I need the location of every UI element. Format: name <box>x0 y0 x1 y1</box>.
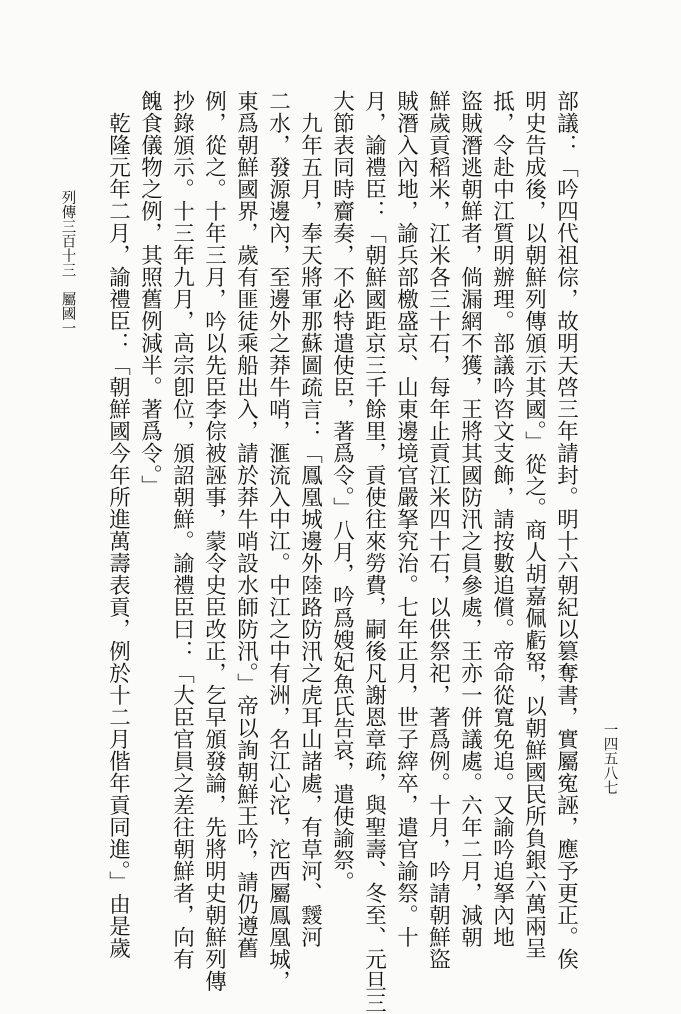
text-column: 盜賊潛逃朝鮮者，倘漏網不獲，王將其國防汛之員參處，王亦一併議處。六年二月，減朝 <box>457 90 483 948</box>
text-column: 九年五月，奉天將軍那蘇圖疏言：「鳳凰城邊外陸路防汛之虎耳山諸處，有草河、靉河 <box>297 112 323 948</box>
running-title: 列傳三百十三 屬國一 <box>59 190 76 335</box>
text-column: 餽食儀物之例，其照舊例減半。著爲令。」 <box>137 90 163 498</box>
text-column: 東爲朝鮮國界，歲有匪徒乘船出入，請於莽牛哨設水師防汛。」帝以詢朝鮮王吟，請仍遵舊 <box>233 90 259 960</box>
text-column: 月，諭禮臣：「朝鮮國距京三千餘里，貢使往來勞費，嗣後凡謝恩章疏，與聖壽、冬至、元旦三 <box>361 90 387 1014</box>
text-column: 部議：「吟四代祖倧，故明天啓三年請封。明十六朝紀以篡奪書，實屬寃誣，應予更正。俟 <box>553 90 579 970</box>
text-column: 鮮歲貢稻米，江米各三十石，每年止貢江米四十石，以供祭祀，著爲例。十月，吟請朝鮮盜 <box>425 90 451 970</box>
text-column: 賊潛入內地，諭兵部檄盛京、山東邊境官嚴拏究治。七年正月，世子縡卒，遣官諭祭。十 <box>393 90 419 948</box>
text-column: 乾隆元年二月，諭禮臣：「朝鮮國今年所進萬壽表貢，例於十二月偕年貢同進。」由是歲 <box>105 112 131 960</box>
text-column: 抵，令赴中江質明辦理。部議吟咨文支飾，請按數追償。帝命從寬免追。又諭吟追拏內地 <box>489 90 515 948</box>
text-column: 抄錄頒示。十三年九月，高宗卽位，頒詔朝鮮。諭禮臣曰：「大臣官員之差往朝鮮者，向有 <box>169 90 195 970</box>
text-column: 明史告成後，以朝鮮列傳頒示其國。」從之。商人胡嘉佩虧帑，以朝鮮國民所負銀六萬兩呈 <box>521 90 547 960</box>
text-column: 大節表同時齎奏，不必特遣使臣，著爲令。」八月，吟爲嫂妃魚氏告哀，遣使諭祭。 <box>329 90 355 894</box>
text-column: 二水，發源邊內，至邊外之莽牛哨，滙流入中江。中江之中有洲，名江心沱，沱西屬鳳凰城， <box>265 90 291 992</box>
page-number: 一四五八七 <box>601 722 618 795</box>
text-column: 例，從之。十年三月，吟以先臣李倧被誣事，蒙令史臣改正，乞早頒發論，先將明史朝鮮列傳 <box>201 90 227 992</box>
